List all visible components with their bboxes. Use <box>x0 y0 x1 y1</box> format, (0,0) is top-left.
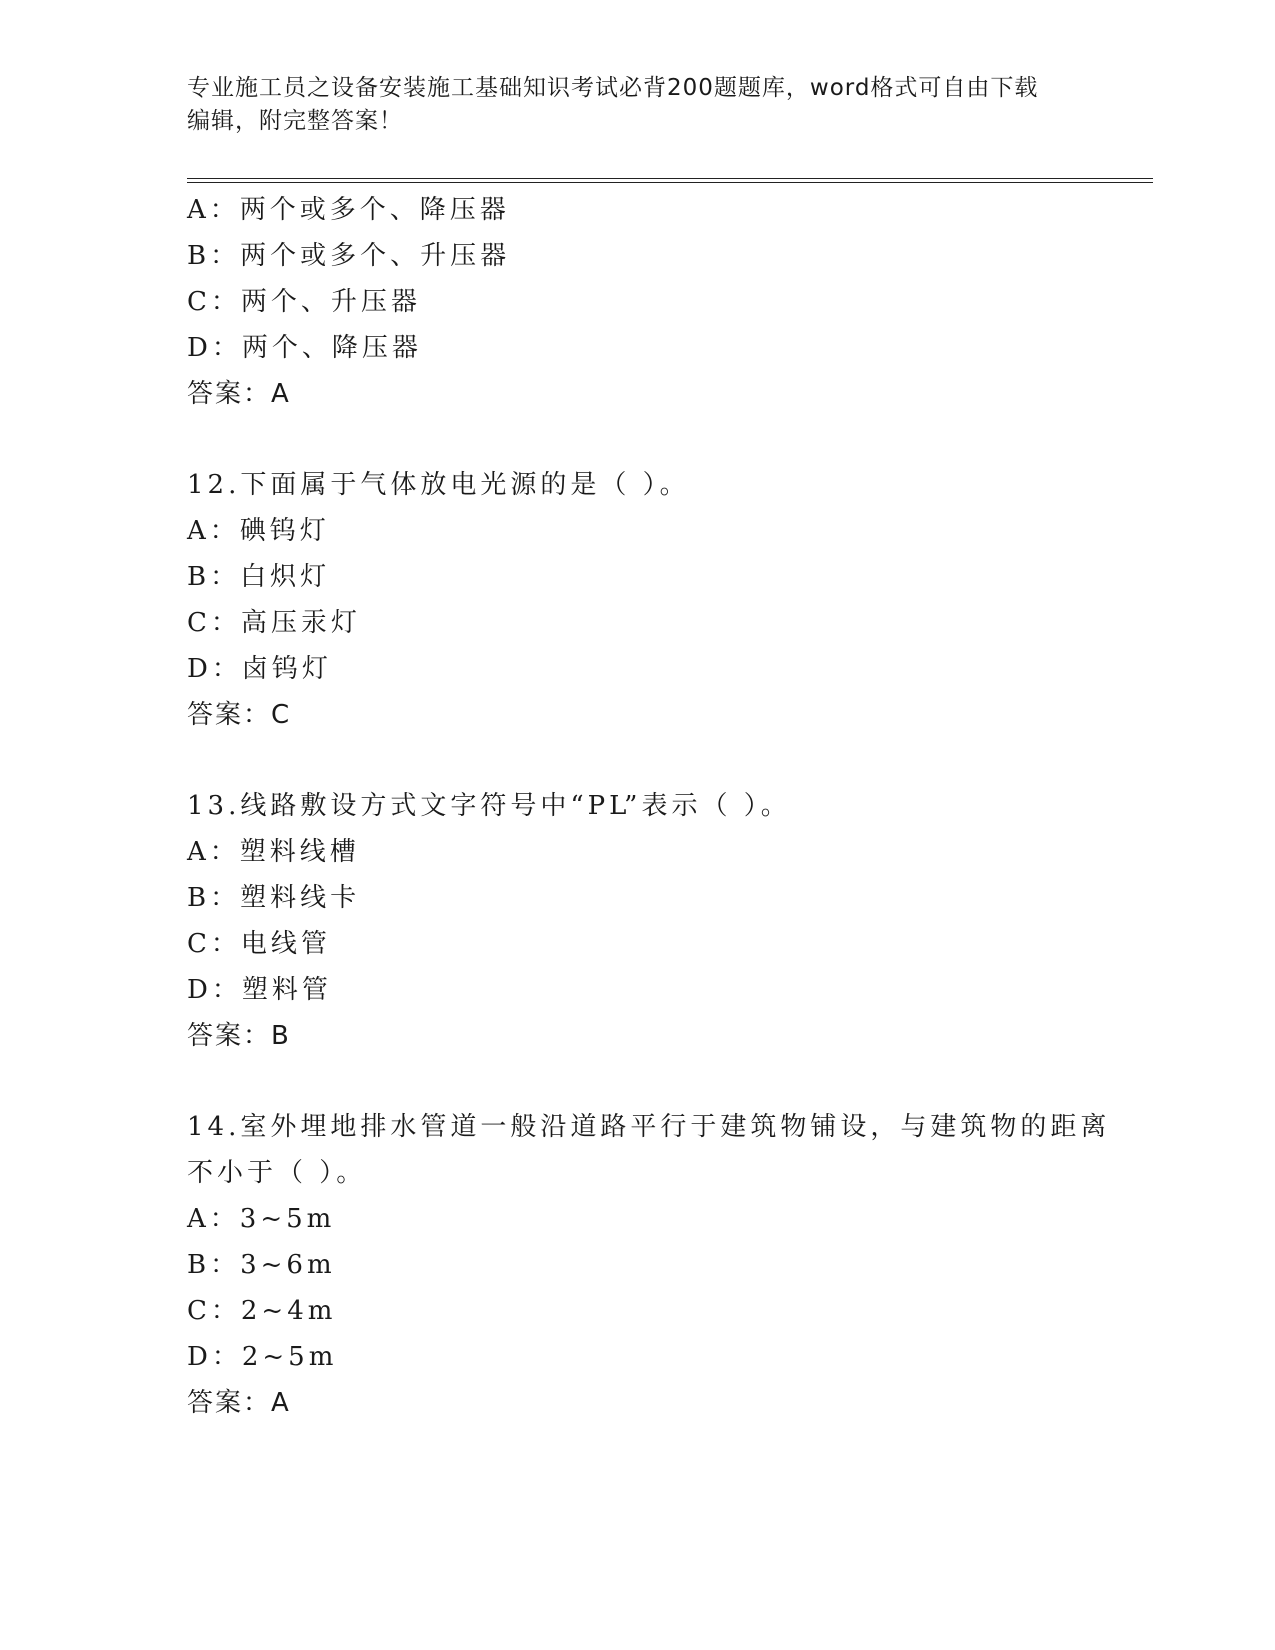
q13-option-d: D：塑料管 <box>187 975 332 1005</box>
question-12-block <box>187 462 1087 738</box>
document-header <box>187 72 1087 138</box>
question-11-block <box>187 187 1087 417</box>
spacer <box>187 1059 1087 1104</box>
q14-option-c: C：2~4m <box>187 1296 337 1326</box>
q14-question-line-1: 14.室外埋地排水管道一般沿道路平行于建筑物铺设，与建筑物的距离 <box>187 1112 1111 1142</box>
q14-option-b: B：3~6m <box>187 1250 336 1280</box>
q14-answer: 答案：A <box>187 1388 291 1418</box>
q11-option-a: A：两个或多个、降压器 <box>187 195 510 225</box>
header-divider-bottom <box>187 182 1153 183</box>
spacer <box>187 738 1087 783</box>
q11-option-d: D：两个、降压器 <box>187 333 422 363</box>
q13-option-c: C：电线管 <box>187 929 331 959</box>
q14-question-line-2: 不小于（ ）。 <box>187 1158 367 1188</box>
q12-answer: 答案：C <box>187 700 292 730</box>
q13-option-a: A：塑料线槽 <box>187 837 360 867</box>
q13-answer: 答案：B <box>187 1021 291 1051</box>
q11-option-b: B：两个或多个、升压器 <box>187 241 511 271</box>
q11-option-c: C：两个、升压器 <box>187 287 421 317</box>
header-line-1: 专业施工员之设备安装施工基础知识考试必背200题题库，word格式可自由下载 <box>187 75 1039 101</box>
question-list <box>187 187 1111 1426</box>
q14-option-d: D：2~5m <box>187 1342 338 1372</box>
question-13-block <box>187 783 1087 1059</box>
q12-option-c: C：高压汞灯 <box>187 608 361 638</box>
header-line-2: 编辑，附完整答案！ <box>187 108 403 134</box>
q12-option-d: D：卤钨灯 <box>187 654 332 684</box>
q12-question: 12.下面属于气体放电光源的是（ ）。 <box>187 470 690 500</box>
spacer <box>187 417 1087 462</box>
q13-option-b: B：塑料线卡 <box>187 883 361 913</box>
q13-question: 13.线路敷设方式文字符号中“PL”表示（ ）。 <box>187 791 791 821</box>
header-divider-top <box>187 178 1153 179</box>
q14-option-a: A：3~5m <box>187 1204 336 1234</box>
q12-option-b: B：白炽灯 <box>187 562 331 592</box>
question-14-block <box>187 1104 1111 1426</box>
q12-option-a: A：碘钨灯 <box>187 516 330 546</box>
q11-answer: 答案：A <box>187 379 291 409</box>
